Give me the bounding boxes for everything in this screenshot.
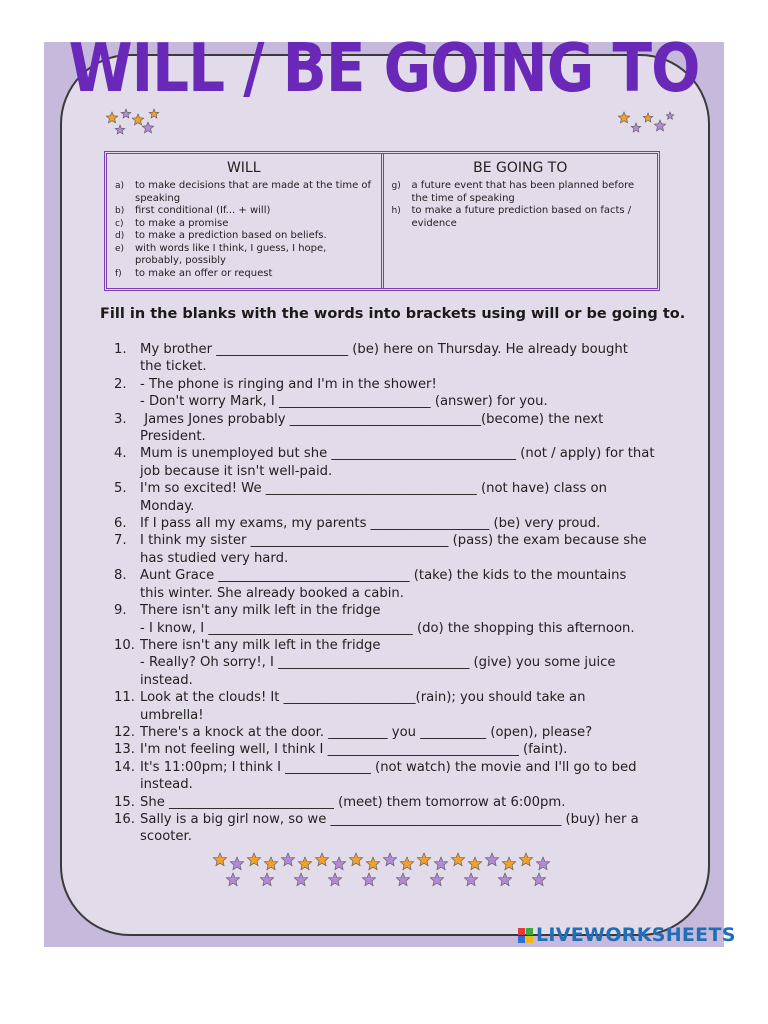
star-icon: [618, 112, 629, 123]
liveworksheets-logo-icon: [518, 928, 533, 943]
exercise-item: [114, 759, 684, 794]
liveworksheets-logo-text: LIVEWORKSHEETS: [536, 924, 736, 946]
exercise-item: [114, 411, 684, 446]
will-heading: WILL: [226, 160, 261, 176]
star-icon: [654, 120, 665, 131]
star-icon: [434, 857, 447, 870]
exercise-text: I'm so excited! We ________________________________ (not have) class on Monday.: [140, 481, 607, 514]
exercise-number: 13.: [114, 742, 135, 758]
will-rules-column: [107, 154, 381, 288]
going-to-rules-column: [381, 154, 658, 288]
rule-letter: b): [115, 206, 125, 216]
star-icon: [213, 853, 226, 866]
star-icon: [468, 857, 481, 870]
rule-text: to make a future prediction based on facts / evidence: [411, 205, 632, 229]
rule-letter: a): [115, 181, 125, 191]
rule-text: to make a prediction based on beliefs.: [135, 230, 327, 241]
exercise-number: 4.: [114, 446, 127, 462]
will-rule: [115, 205, 373, 218]
star-icon: [332, 857, 345, 870]
exercise-number: 7.: [114, 533, 127, 549]
will-rule: [115, 268, 373, 281]
star-icon: [498, 873, 511, 886]
exercise-text: Sally is a big girl now, so we ___________________________________ (buy) her a scooter.: [140, 811, 639, 845]
star-icon: [230, 857, 243, 870]
star-icon: [532, 873, 545, 886]
exercise-item: [114, 811, 684, 846]
worksheet-title: WILL / BE GOING TO: [68, 28, 700, 108]
star-icon: [451, 853, 464, 866]
exercise-number: 12.: [114, 724, 135, 740]
exercise-text: There's a knock at the door. _________ you __________ (open), please?: [140, 724, 593, 740]
rule-text: to make an offer or request: [135, 267, 273, 279]
star-icon: [400, 857, 413, 870]
exercise-text: If I pass all my exams, my parents __________________ (be) very proud.: [140, 516, 601, 532]
rule-letter: d): [115, 231, 125, 241]
exercise-item: [114, 602, 684, 637]
exercise-text: There isn't any milk left in the fridge - I know, I _______________________________ (do) the shopping this afternoon.: [140, 603, 635, 636]
star-icon: [115, 125, 125, 134]
star-icon: [430, 873, 443, 886]
exercise-number: 9.: [114, 603, 127, 619]
exercise-text: Look at the clouds! It ____________________(rain); you should take an umbrella!: [140, 690, 586, 723]
exercise-number: 10.: [114, 637, 135, 653]
exercise-list: [114, 341, 684, 846]
rule-text: to make a promise: [135, 217, 229, 229]
stars-decoration-right: [616, 110, 676, 138]
star-icon: [666, 112, 674, 119]
exercise-number: 5.: [114, 481, 127, 497]
rule-letter: g): [391, 181, 401, 191]
exercise-number: 15.: [114, 794, 135, 810]
exercise-number: 3.: [114, 411, 127, 427]
stars-decoration-left: [104, 106, 164, 138]
star-icon: [464, 873, 477, 886]
exercise-text: Mum is unemployed but she ____________________________ (not / apply) for that job because it isn't well-paid.: [140, 446, 655, 479]
exercise-number: 11.: [114, 690, 135, 706]
exercise-text: James Jones probably _____________________________(become) the next President.: [140, 411, 604, 445]
rule-letter: h): [391, 206, 401, 216]
will-rule: [115, 218, 373, 231]
exercise-text: I think my sister ______________________________ (pass) the exam because she has studied very hard.: [140, 533, 647, 566]
exercise-text: There isn't any milk left in the fridge - Really? Oh sorry!, I _____________________________ (give) you some juice instead.: [140, 637, 616, 688]
star-icon: [349, 853, 362, 866]
star-icon: [485, 853, 498, 866]
rule-text: first conditional (If... + will): [135, 205, 271, 216]
exercise-item: [114, 689, 684, 724]
star-icon: [383, 853, 396, 866]
instructions: Fill in the blanks with the words into brackets using will or be going to.: [100, 306, 686, 322]
exercise-text: - The phone is ringing and I'm in the shower! - Don't worry Mark, I _______________________ (answer) for you.: [140, 376, 548, 410]
stars-decoration-bottom: [208, 850, 558, 890]
star-icon: [132, 114, 143, 125]
going-to-rule: [392, 180, 650, 205]
star-icon: [106, 112, 117, 123]
exercise-item: [114, 515, 684, 532]
exercise-item: [114, 376, 684, 411]
rule-text: to make decisions that are made at the time of speaking: [135, 180, 372, 204]
exercise-item: [114, 567, 684, 602]
rule-text: with words like I think, I guess, I hope, probably, possibly: [135, 242, 327, 266]
star-icon: [294, 873, 307, 886]
exercise-text: She _________________________ (meet) them tomorrow at 6:00pm.: [140, 794, 566, 810]
exercise-item: [114, 341, 684, 376]
exercise-item: [114, 794, 684, 811]
star-icon: [247, 853, 260, 866]
star-icon: [121, 109, 131, 118]
exercise-text: It's 11:00pm; I think I _____________ (not watch) the movie and I'll go to bed instead.: [140, 759, 637, 793]
exercise-item: [114, 532, 684, 567]
rule-letter: e): [115, 243, 125, 254]
star-icon: [631, 123, 641, 132]
grammar-rules-box: [104, 151, 660, 291]
star-icon: [536, 857, 549, 870]
star-icon: [643, 113, 653, 122]
rule-letter: f): [115, 268, 122, 279]
rule-letter: c): [115, 218, 124, 229]
star-icon: [362, 873, 375, 886]
star-icon: [149, 109, 159, 118]
exercise-number: 8.: [114, 568, 127, 584]
exercise-number: 14.: [114, 759, 135, 775]
star-icon: [226, 873, 239, 886]
will-rule: [115, 243, 373, 268]
star-icon: [281, 853, 294, 866]
will-rule: [115, 230, 373, 243]
star-icon: [396, 873, 409, 886]
exercise-text: Aunt Grace _____________________________ (take) the kids to the mountains this winter. She already booked a cabin.: [140, 568, 627, 601]
exercise-item: [114, 637, 684, 689]
exercise-number: 16.: [114, 811, 135, 827]
exercise-item: [114, 724, 684, 741]
star-icon: [502, 857, 515, 870]
exercise-item: [114, 480, 684, 515]
exercise-number: 2.: [114, 376, 127, 392]
exercise-item: [114, 445, 684, 480]
going-to-heading: BE GOING TO: [473, 160, 568, 176]
star-icon: [142, 122, 153, 133]
star-icon: [315, 853, 328, 866]
exercise-text: I'm not feeling well, I think I _____________________________ (faint).: [140, 742, 568, 758]
star-icon: [264, 857, 277, 870]
rule-text: a future event that has been planned before the time of speaking: [411, 180, 635, 204]
star-icon: [417, 853, 430, 866]
exercise-text: My brother ____________________ (be) here on Thursday. He already bought the ticket.: [140, 342, 628, 375]
going-to-rules-list: [392, 180, 650, 230]
exercise-number: 6.: [114, 516, 127, 532]
star-icon: [260, 873, 273, 886]
star-icon: [366, 857, 379, 870]
going-to-rule: [392, 205, 650, 230]
liveworksheets-logo: [518, 924, 736, 946]
star-icon: [298, 857, 311, 870]
star-icon: [519, 853, 532, 866]
will-rules-list: [115, 180, 373, 280]
exercise-number: 1.: [114, 342, 127, 357]
star-icon: [328, 873, 341, 886]
exercise-item: [114, 741, 684, 758]
will-rule: [115, 180, 373, 205]
